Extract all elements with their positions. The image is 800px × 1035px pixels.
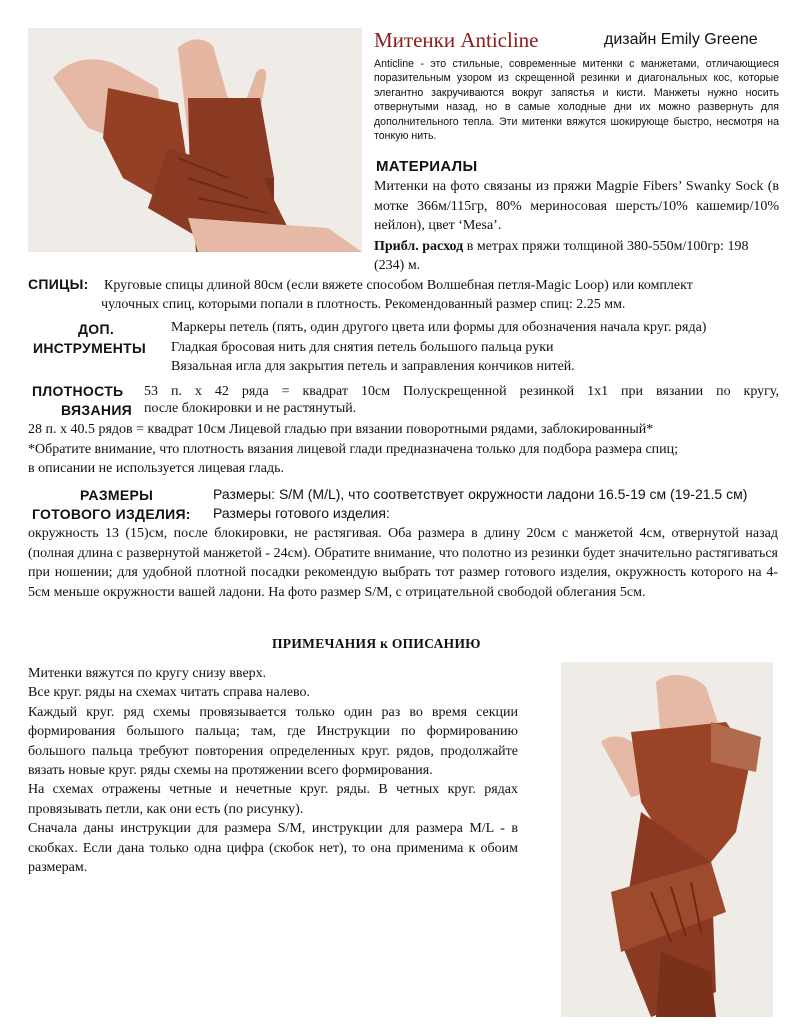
tools-item-markers: Маркеры петель (пять, один другого цвета или формы для обозначения начала круг. ряда) xyxy=(171,320,707,335)
needles-line-1: Круговые спицы длиной 80см (если вяжете способом Волшебная петля-Magic Loop) или комплект xyxy=(104,278,693,293)
photo-mitts-pair-illustration xyxy=(28,28,362,252)
gauge-line-1: 53 п. x 42 ряда = квадрат 10см Полускрещенной резинкой 1x1 при вязании по кругу, xyxy=(144,384,779,399)
tools-list xyxy=(171,318,791,377)
sizes-line-1: Размеры: S/M (M/L), что соответствует окружности ладони 16.5-19 см (19-21.5 см) xyxy=(213,486,748,502)
tools-heading-line-2: ИНСТРУМЕНТЫ xyxy=(33,340,147,356)
gauge-heading-line-1: ПЛОТНОСТЬ xyxy=(32,383,124,399)
notes-paragraph-5: Сначала даны инструкции для размера S/M, инструкции для размера M/L - в скобках. Если дана только одна цифра (скобок нет), то она применима к обоим размерам. xyxy=(28,821,518,876)
notes-paragraph-3: Каждый круг. ряд схемы провязывается только один раз во время секции формирования большого пальца; там, где Инструкции по формированию большого пальца требуют повторения определенных круг. рядов, продолжайте вязать новые круг. ряды схемы на протяжении всего формирования. xyxy=(28,704,518,779)
gauge-line-3: 28 п. x 40.5 рядов = квадрат 10см Лицевой гладью при вязании поворотными рядами, заблокированный* xyxy=(28,422,654,437)
gauge-notes xyxy=(28,420,783,479)
gauge-line-5: в описании не используется лицевая гладь. xyxy=(28,461,284,476)
materials-heading: МАТЕРИАЛЫ xyxy=(376,158,478,175)
notes-paragraph-2: Все круг. ряды на схемах читать справа налево. xyxy=(28,685,311,701)
notes-paragraph-1: Митенки вяжутся по кругу снизу вверх. xyxy=(28,666,267,681)
yarn-usage-text: в метрах пряжи толщиной 380-550м/100гр: 198 (234) м. xyxy=(374,239,749,273)
tools-heading-line-1: ДОП. xyxy=(78,321,115,337)
intro-paragraph xyxy=(374,57,779,143)
gauge-line-2: после блокировки и не растянутый. xyxy=(144,401,357,416)
gauge-heading-line-2: ВЯЗАНИЯ xyxy=(61,402,133,418)
sizes-line-2: Размеры готового изделия: xyxy=(213,505,390,521)
yarn-usage xyxy=(374,237,779,275)
photo-mitt-single xyxy=(561,662,773,1017)
intro-name: Anticline xyxy=(374,58,415,70)
gauge-line-4: *Обратите внимание, что плотность вязания лицевой глади предназначена только для подбора размера спиц; xyxy=(28,441,679,457)
needles-text xyxy=(101,276,791,314)
needles-line-2: чулочных спиц, которыми попали в плотность. Рекомендованный размер спиц: 2.25 мм. xyxy=(101,297,626,312)
materials-text: Митенки на фото связаны из пряжи Magpie Fibers’ Swanky Sock (в мотке 366м/115гр, 80% мериносовая шерсть/10% кашемир/10% нейлон), цвет ‘Mesa’. xyxy=(374,179,779,233)
notes-heading: ПРИМЕЧАНИЯ к ОПИСАНИЮ xyxy=(272,636,481,651)
sizes-heading-line-1: РАЗМЕРЫ xyxy=(80,487,154,503)
sizes-heading-line-2: ГОТОВОГО ИЗДЕЛИЯ: xyxy=(32,506,191,522)
photo-mitts-pair xyxy=(28,28,362,252)
photo-mitt-single-illustration xyxy=(561,662,773,1017)
sizes-body: окружность 13 (15)см, после блокировки, не растягивая. Оба размера в длину 20см с манжетой 4см, отвернутой назад (полная длина с развернутой манжетой - 24см). Обратите внимание, что полотно из резинки будет значительно растягиваться при ношении; для удобной плотной посадки рекомендую выбрать тот размер готового изделия, окружность которого на 4-5см меньше окружности вашей ладони. На фото размер S/M, с отрицательной свободой облегания 5см. xyxy=(28,526,778,600)
needles-heading: СПИЦЫ: xyxy=(28,276,89,292)
pattern-title: Митенки Anticline xyxy=(374,28,539,52)
designer-credit: дизайн Emily Greene xyxy=(604,31,758,48)
yarn-usage-label: Прибл. расход xyxy=(374,239,464,254)
tools-item-needle: Вязальная игла для закрытия петель и заправления кончиков нитей. xyxy=(171,359,575,374)
tools-item-waste-yarn: Гладкая бросовая нить для снятия петель большого пальца руки xyxy=(171,339,554,355)
notes-paragraph-4: На схемах отражены четные и нечетные круг. ряды. В четных круг. рядах провязывать петли, как они есть (по рисунку). xyxy=(28,782,518,817)
notes-body xyxy=(28,664,518,877)
intro-text: - это стильные, современные митенки с манжетами, отличающиеся поразительным узором из скрещенной резинки и диагональных кос, которые элегантно закручиваются вокруг запястья и кисти. Манжеты нужно носить отвернутыми назад, но в самые холодные дни их можно развернуть для дополнительного тепла. Эти митенки вяжутся шокирующе быстро, несмотря на тонкую нить. xyxy=(374,58,779,143)
